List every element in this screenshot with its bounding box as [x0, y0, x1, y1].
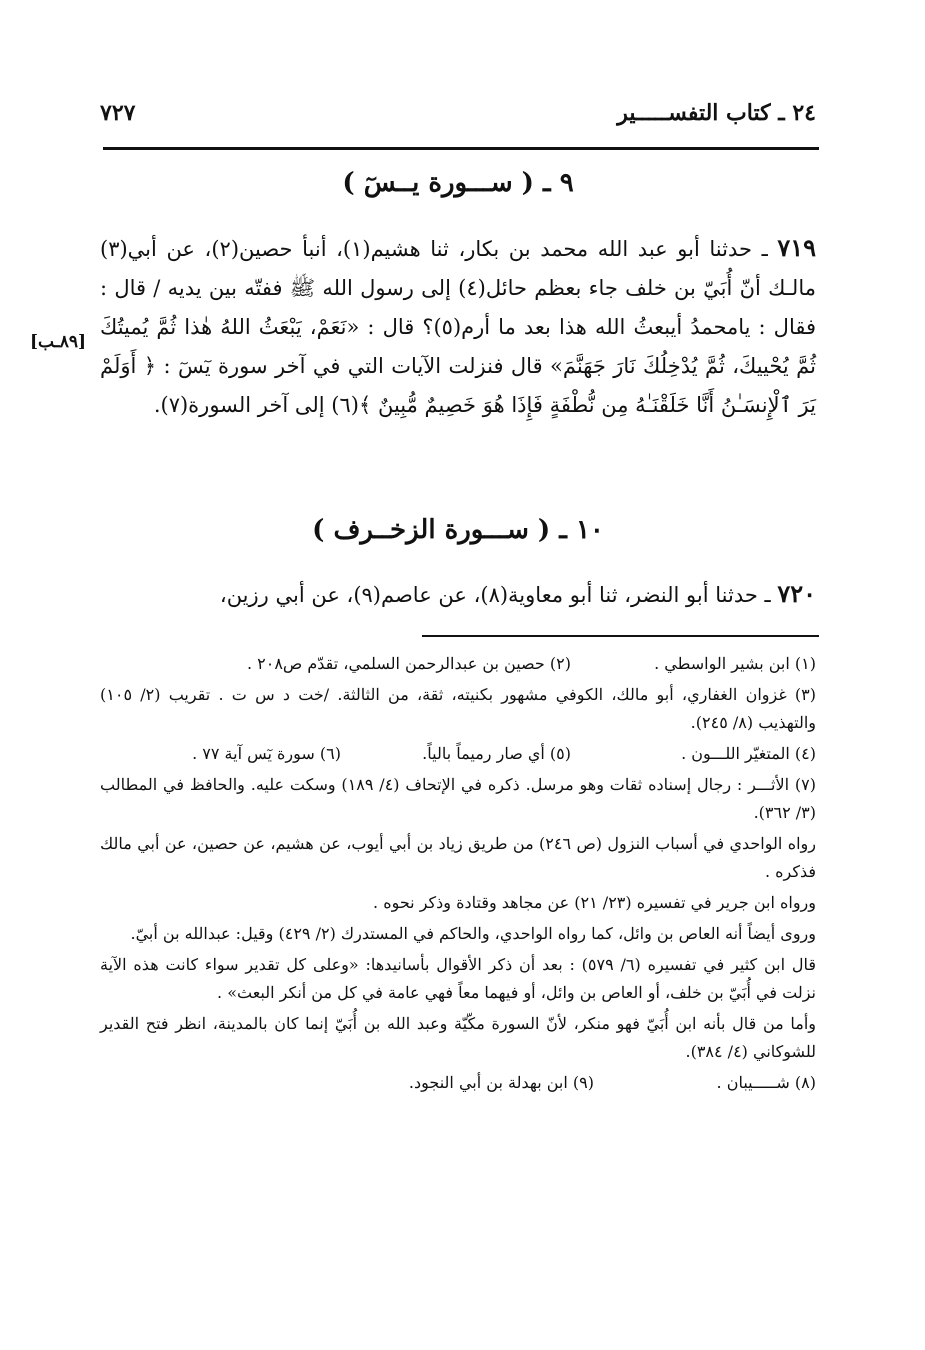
footnote-7-para-1: رواه الواحدي في أسباب النزول (ص ٢٤٦) من طريق زياد بن أبي أيوب، عن هشيم، عن حصين، عن أبي مالك فذكره . [100, 834, 816, 881]
footnote-2: (٢) حصين بن عبدالرحمن السلمي، تقدّم ص٢٠٨ . [246, 654, 571, 673]
surah-heading-yasin: ٩ ـ ( ســـورة يــسٓ ) [342, 168, 574, 198]
hadith-number-720: ٧٢٠ [777, 579, 816, 608]
page-number: ٧٢٧ [100, 100, 136, 126]
footnote-9: (٩) ابن بهدلة بن أبي النجود. [408, 1073, 594, 1092]
margin-folio-note: [٨٩ـب] [30, 332, 87, 352]
footnote-6: (٦) سورة يٓس آية ٧٧ . [192, 744, 341, 763]
footnote-7-para-2: ورواه ابن جرير في تفسيره (٢٣/ ٢١) عن مجاهد وقتادة وذكر نحوه . [373, 893, 816, 912]
running-header [100, 96, 816, 136]
running-title: ٢٤ ـ كتاب التفســـــير [617, 100, 816, 126]
footnote-1: (١) ابن بشير الواسطي . [654, 654, 816, 673]
footnote-8: (٨) شـــــيبان . [716, 1073, 816, 1092]
hadith-number-719: ٧١٩ [777, 233, 816, 262]
hadith-text-720: ـ حدثنا أبو النضر، ثنا أبو معاوية(٨)، عن عاصم(٩)، عن أبي رزين، [219, 583, 778, 607]
footnote-5: (٥) أي صار رميماً بالياً. [422, 744, 571, 763]
hadith-719 [100, 228, 816, 425]
hadith-720 [100, 574, 816, 615]
footnote-rule [422, 635, 819, 637]
footnote-7-para-4: قال ابن كثير في تفسيره (٦/ ٥٧٩) : بعد أن ذكر الأقوال بأسانيدها: «وعلى كل تقدير سواء كانت هذه الآية نزلت في أُبَيّ بن خلف، أو العاص بن وائل، أو فيهما معاً فهي عامة في كل من أنكر البعث» . [100, 955, 817, 1002]
footnote-row-1-2 [100, 650, 816, 678]
header-rule [103, 147, 819, 150]
footnote-7-para-3: وروى أيضاً أنه العاص بن وائل، كما رواه الواحدي، والحاكم في المستدرك (٢/ ٤٢٩) وقيل: عبدالله بن أبيّ. [130, 924, 816, 943]
footnote-row-4-6 [100, 740, 816, 768]
surah-heading-zukhruf: ١٠ ـ ( ســـورة الزخــرف ) [312, 515, 604, 545]
footnotes [100, 650, 816, 1100]
footnote-3: (٣) غزوان الغفاري، أبو مالك، الكوفي مشهور بكنيته، ثقة، من الثالثة. /خت د س ت . تقريب (٢/ ١٠٥) والتهذيب (٨/ ٢٤٥). [100, 685, 816, 732]
footnote-7-para-5: وأما من قال بأنه ابن أُبَيّ فهو منكر، لأنّ السورة مكّيّة وعبد الله بن أُبَيّ إنما كان بالمدينة، انظر فتح القدير للشوكاني (٤/ ٣٨٤). [100, 1014, 816, 1061]
footnote-4: (٤) المتغيّر اللـــون . [681, 744, 816, 763]
hadith-text-719: ـ حدثنا أبو عبد الله محمد بن بكار، ثنا هشيم(١)، أنبأ حصين(٢)، عن أبي(٣) مالـك أنّ أُبَيّ بن خلف جاء بعظم حائل(٤) إلى رسول الله ﷺ ففتّه بين يديه / قال : فقال : يامحمدُ أيبعثُ الله هذا بعد ما أرم(٥)؟ قال : «نَعَمْ، يَبْعَثُ اللهُ هٰذا ثُمَّ يُميتُكَ ثُمَّ يُحْييكَ، ثُمَّ يُدْخِلُكَ نَارَ جَهَنَّمَ» قال فنزلت الآيات التي في آخر سورة يٓسٓ : ﴿ أَوَلَمْ يَرَ ٱلْإِنسَـٰنُ أَنَّا خَلَقْنَـٰهُ مِن نُّطْفَةٍ فَإِذَا هُوَ خَصِيمٌ مُّبِينٌ ﴾(٦) إلى آخر السورة(٧). [100, 237, 817, 417]
footnote-7: (٧) الأثـــر : رجال إسناده ثقات وهو مرسل. ذكره في الإتحاف (٤/ ١٨٩) وسكت عليه. والحافظ في المطالب (٣/ ٣٦٢). [100, 775, 816, 822]
footnote-row-8-9 [100, 1069, 816, 1097]
